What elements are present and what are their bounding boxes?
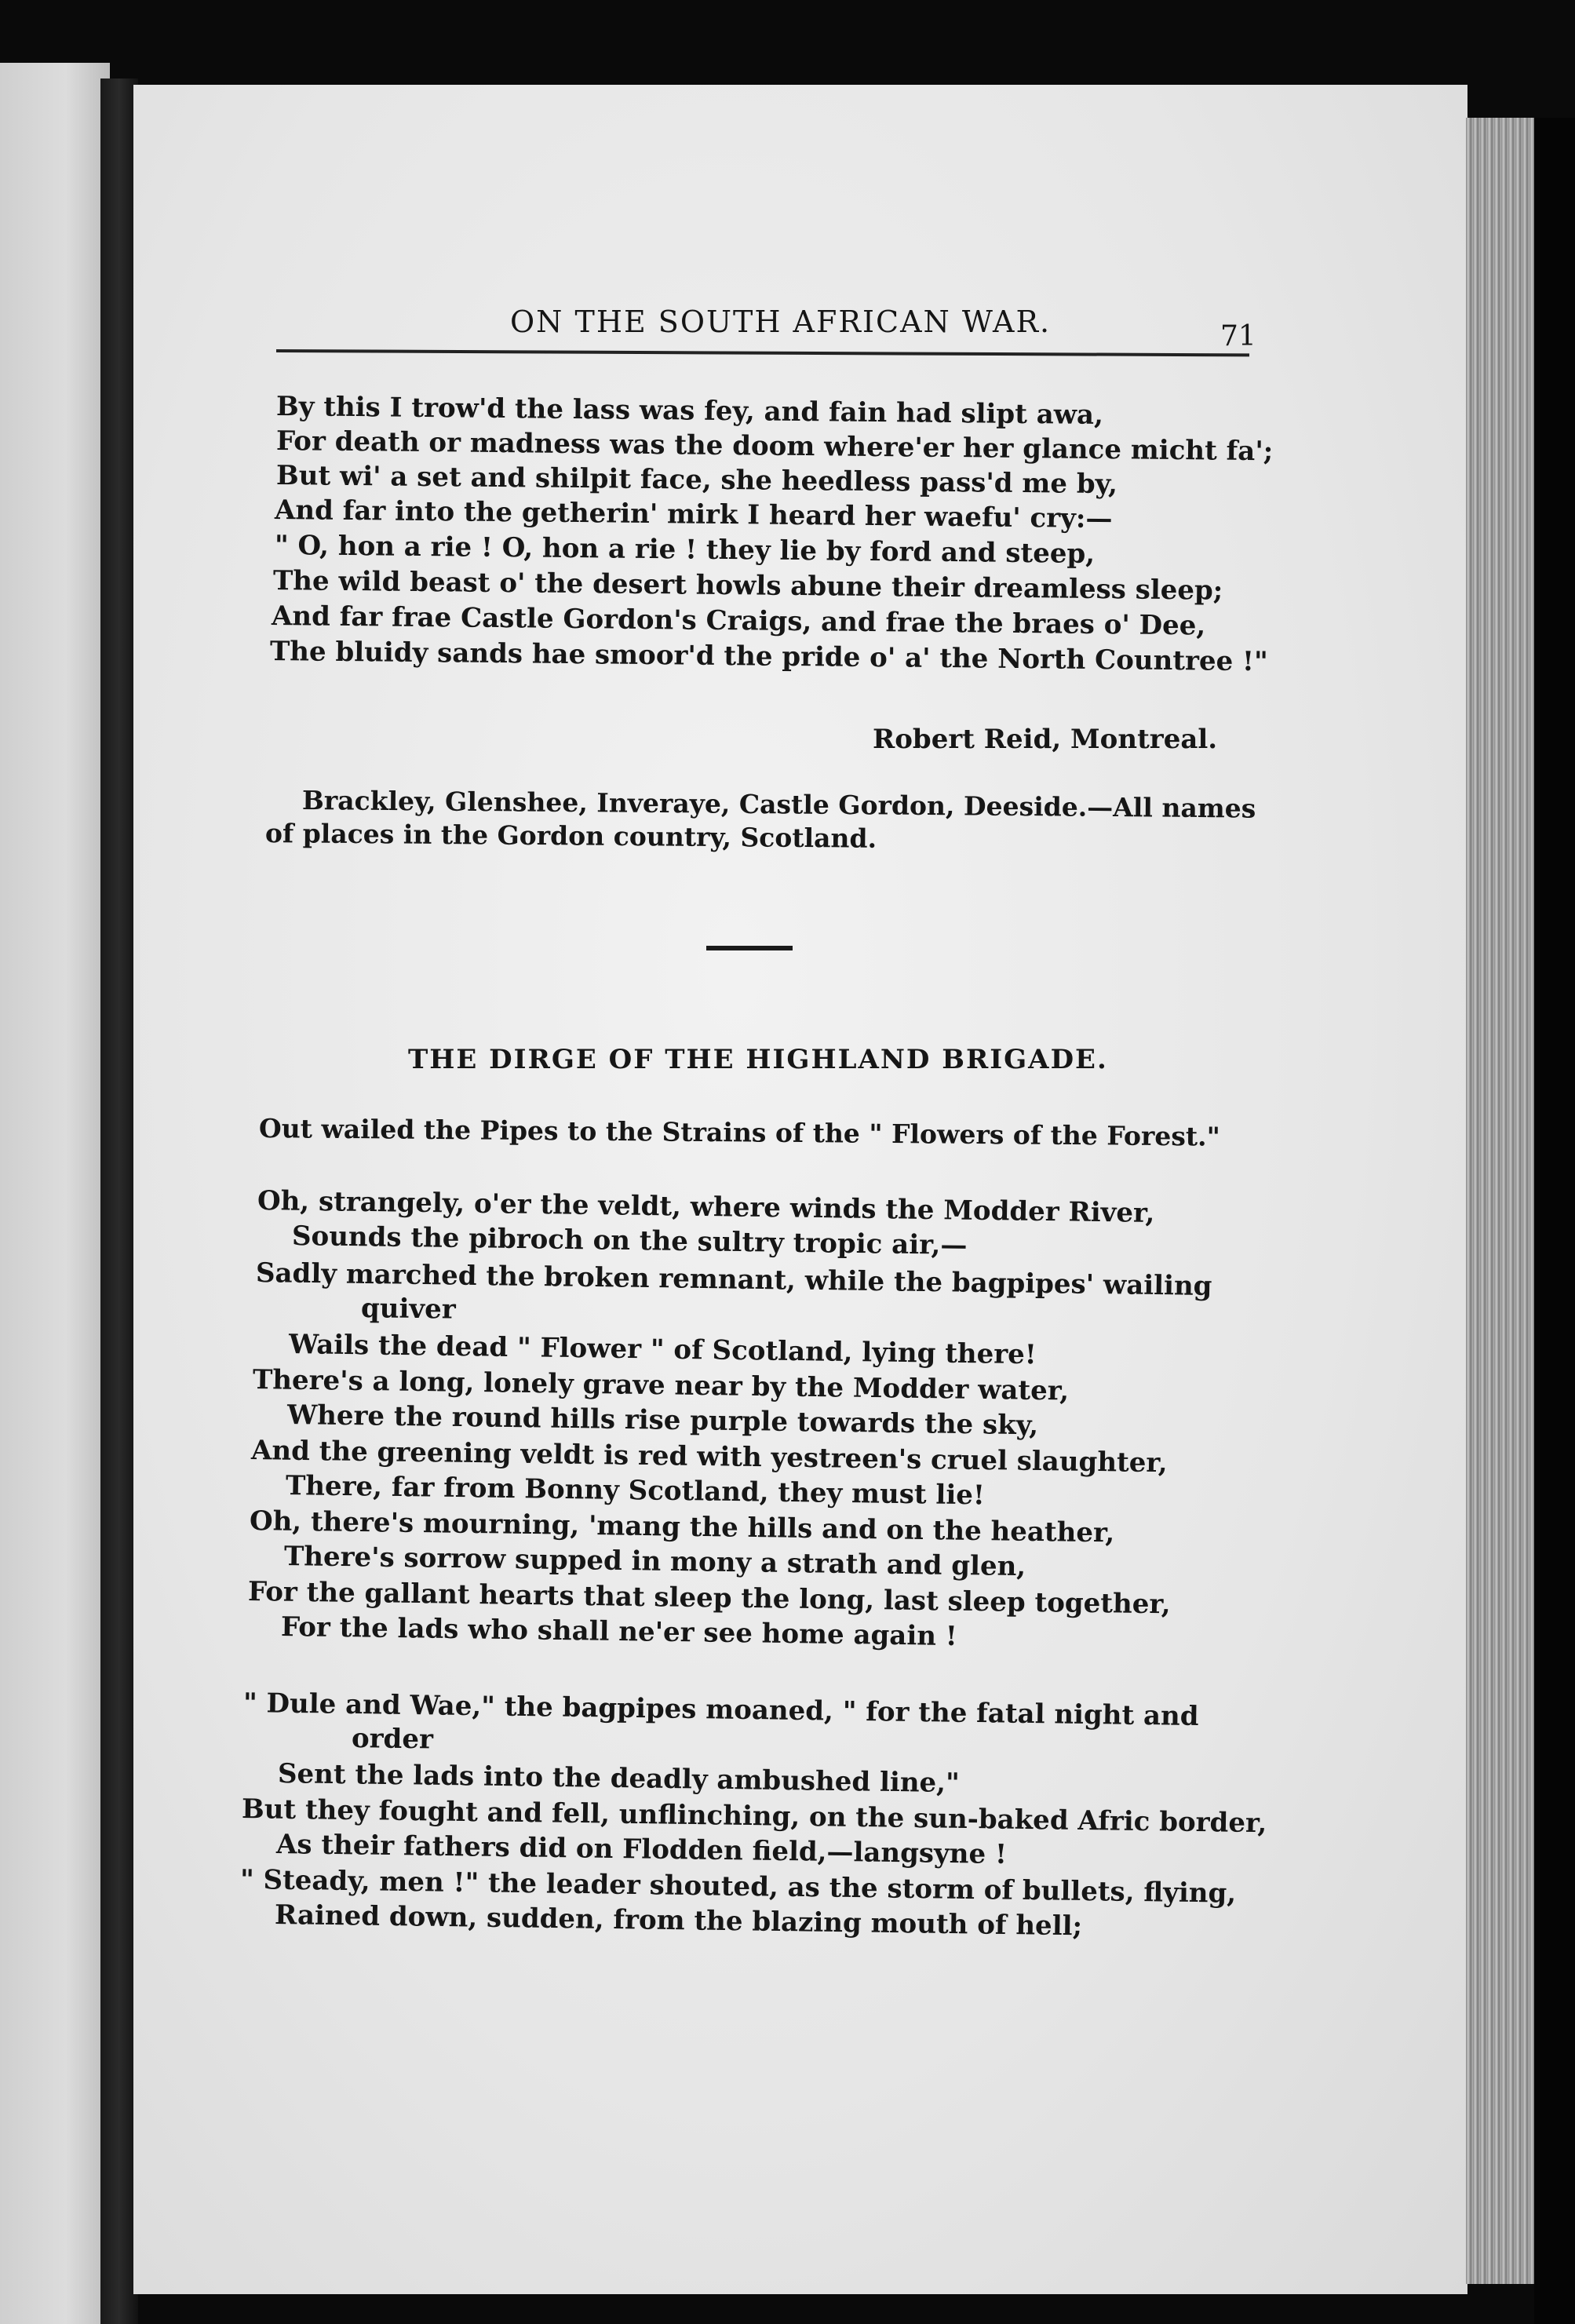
- stanza-line: By this I trow'd the lass was fey, and fain had slipt awa,: [275, 391, 1104, 432]
- poem-line: But they fought and fell, unflinching, on the sun-baked Afric border,: [241, 1793, 1267, 1840]
- poem-line: order: [351, 1723, 434, 1756]
- poem-line: Oh, there's mourning, 'mang the hills and on the heather,: [249, 1505, 1115, 1549]
- stanza-line: And far into the getherin' mirk I heard her waefu' cry:—: [274, 494, 1113, 535]
- poem-line: Sadly marched the broken remnant, while the bagpipes' wailing: [255, 1257, 1212, 1303]
- poem-line: Oh, strangely, o'er the veldt, where winds the Modder River,: [257, 1185, 1155, 1229]
- section-divider: [706, 946, 793, 950]
- poem-line: There's a long, lonely grave near by the Modder water,: [252, 1364, 1070, 1407]
- poem-line: Rained down, sudden, from the blazing mouth of hell;: [274, 1899, 1083, 1943]
- poem-line: " Steady, men !" the leader shouted, as the storm of bullets, flying,: [239, 1864, 1237, 1910]
- poem-line: Where the round hills rise purple towards the sky,: [286, 1399, 1039, 1442]
- poem-line: Wails the dead " Flower " of Scotland, lying there!: [288, 1329, 1037, 1371]
- poem-line: Sent the lads into the deadly ambushed line,": [277, 1758, 961, 1800]
- stanza-line: The wild beast o' the desert howls abune their dreamless sleep;: [272, 565, 1223, 607]
- poem-line: And the greening veldt is red with yestreen's cruel slaughter,: [250, 1435, 1168, 1479]
- poem-line: " Dule and Wae," the bagpipes moaned, " for the fatal night and: [242, 1687, 1199, 1732]
- poem-line: As their fathers did on Flodden field,—langsyne !: [275, 1829, 1008, 1870]
- stanza-line: For death or madness was the doom where'er her glance micht fa';: [275, 425, 1274, 468]
- facing-page-edge: [0, 63, 110, 2324]
- footnote-line: Brackley, Glenshee, Inveraye, Castle Gordon, Deeside.—All names: [301, 785, 1256, 824]
- poem-line: For the lads who shall ne'er see home again !: [280, 1611, 958, 1653]
- book-gutter: [100, 78, 138, 2324]
- poem-signature: Robert Reid, Montreal.: [873, 724, 1218, 755]
- poem-title: THE DIRGE OF THE HIGHLAND BRIGADE.: [408, 1044, 1108, 1075]
- scan-border-right: [1534, 118, 1575, 2324]
- stanza-line: " O, hon a rie ! O, hon a rie ! they lie by ford and steep,: [274, 530, 1096, 570]
- running-head: ON THE SOUTH AFRICAN WAR.: [510, 305, 1052, 339]
- poem-line: There, far from Bonny Scotland, they must lie!: [285, 1470, 986, 1512]
- page-number: 71: [1220, 320, 1256, 352]
- page-stack-edges: [1466, 118, 1538, 2284]
- footnote-line: of places in the Gordon country, Scotland.: [264, 818, 877, 854]
- stanza-line: The bluidy sands hae smoor'd the pride o' a' the North Countree !": [269, 636, 1268, 678]
- poem-line: quiver: [360, 1293, 456, 1326]
- stanza-line: But wi' a set and shilpit face, she heedless pass'd me by,: [275, 460, 1118, 501]
- stanza-line: And far frae Castle Gordon's Craigs, and frae the braes o' Dee,: [271, 600, 1206, 642]
- poem-line: There's sorrow supped in mony a strath and glen,: [283, 1541, 1026, 1583]
- poem-subtitle: Out wailed the Pipes to the Strains of the " Flowers of the Forest.": [258, 1113, 1220, 1152]
- poem-line: For the gallant hearts that sleep the long, last sleep together,: [247, 1576, 1171, 1621]
- poem-line: Sounds the pibroch on the sultry tropic air,—: [291, 1220, 968, 1262]
